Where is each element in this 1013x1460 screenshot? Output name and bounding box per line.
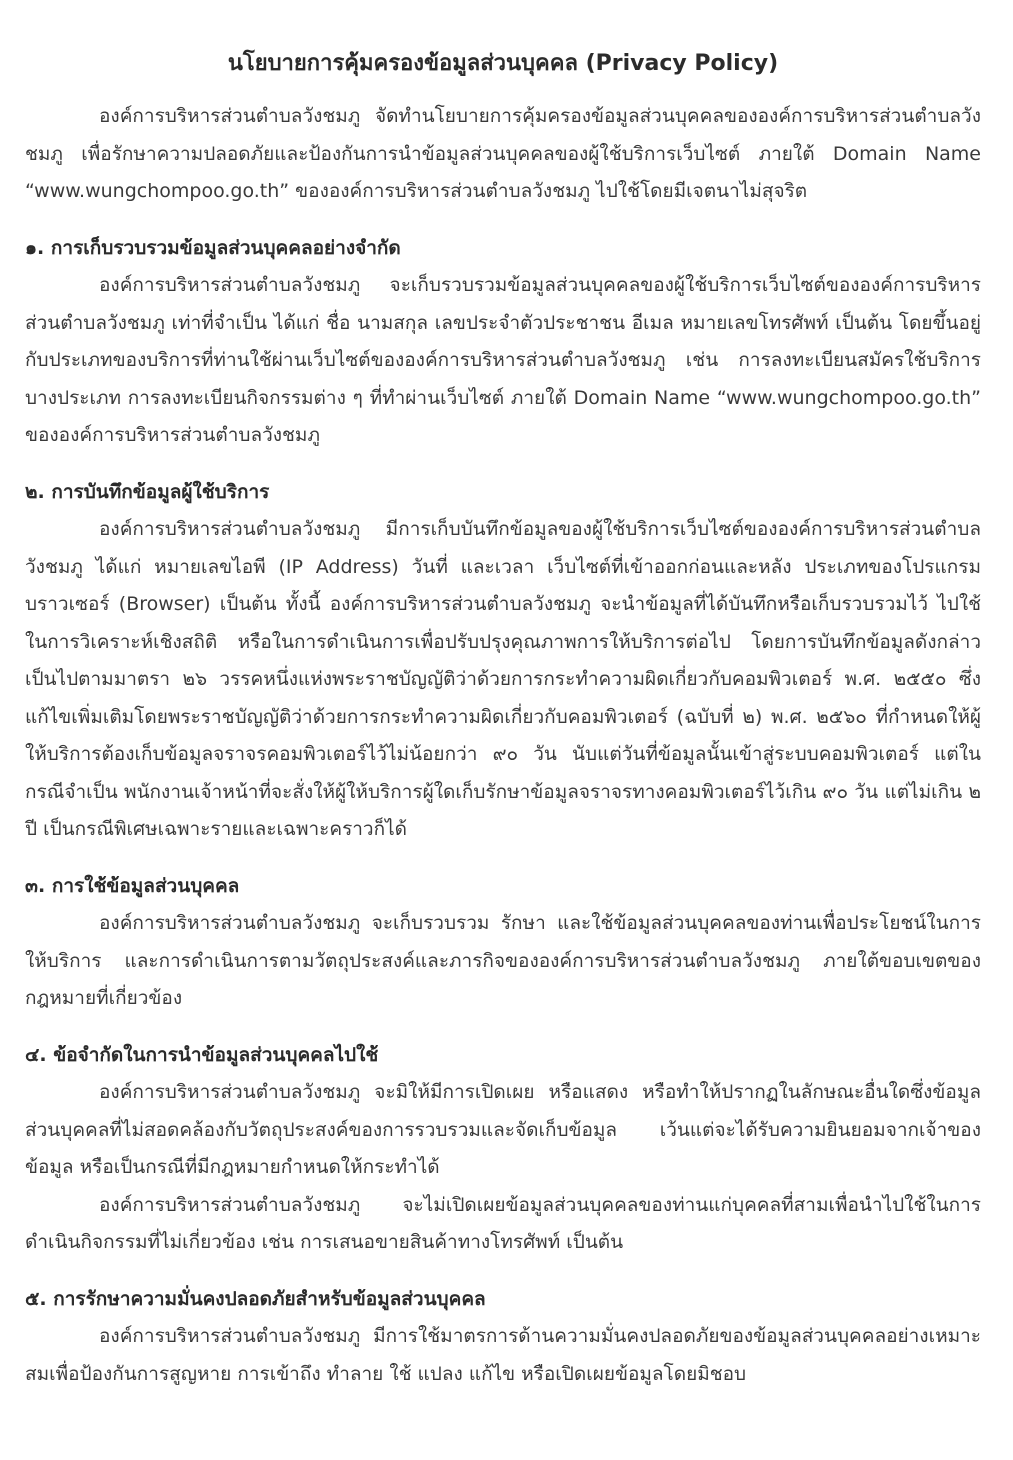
- section-heading: ๓. การใช้ข้อมูลส่วนบุคคล: [25, 874, 240, 897]
- section-paragraph: องค์การบริหารส่วนตำบลวังชมภู จะไม่เปิดเผยข้อมูลส่วนบุคคลของท่านแก่บุคคลที่สามเพื่อนำไปใช้ในการดำเนินกิจกรรมที่ไม่เกี่ยวข้อง เช่น การเสนอขายสินค้าทางโทรศัพท์ เป็นต้น: [25, 1193, 981, 1253]
- section-paragraph: องค์การบริหารส่วนตำบลวังชมภู จะเก็บรวบรวม รักษา และใช้ข้อมูลส่วนบุคคลของท่านเพื่อประโยชน์ในการให้บริการ และการดำเนินการตามวัตถุประสงค์และภารกิจขององค์การบริหารส่วนตำบลวังชมภู ภายใต้ขอบเขตของกฎหมายที่เกี่ยวข้อง: [25, 912, 981, 1009]
- section-paragraph: องค์การบริหารส่วนตำบลวังชมภู จะมิให้มีการเปิดเผย หรือแสดง หรือทำให้ปรากฏในลักษณะอื่นใดซึ่งข้อมูลส่วนบุคคลที่ไม่สอดคล้องกับวัตถุประสงค์ของการรวบรวมและจัดเก็บข้อมูล เว้นแต่จะได้รับความยินยอมจากเจ้าของข้อมูล หรือเป็นกรณีที่มีกฎหมายกำหนดให้กระทำได้: [25, 1081, 981, 1178]
- section-4: [25, 1037, 981, 1262]
- section-paragraph: องค์การบริหารส่วนตำบลวังชมภู มีการใช้มาตรการด้านความมั่นคงปลอดภัยของข้อมูลส่วนบุคคลอย่างเหมาะสมเพื่อป้องกันการสูญหาย การเข้าถึง ทำลาย ใช้ แปลง แก้ไข หรือเปิดเผยข้อมูลโดยมิชอบ: [25, 1325, 981, 1385]
- section-heading: ๕. การรักษาความมั่นคงปลอดภัยสำหรับข้อมูลส่วนบุคคล: [25, 1287, 486, 1310]
- section-heading: ๒. การบันทึกข้อมูลผู้ใช้บริการ: [25, 480, 270, 503]
- section-paragraph: องค์การบริหารส่วนตำบลวังชมภู มีการเก็บบันทึกข้อมูลของผู้ใช้บริการเว็บไซต์ขององค์การบริหารส่วนตำบลวังชมภู ได้แก่ หมายเลขไอพี (IP Address) วันที่ และเวลา เว็บไซต์ที่เข้าออกก่อนและหลัง ประเภทของโปรแกรมบราวเซอร์ (Browser) เป็นต้น ทั้งนี้ องค์การบริหารส่วนตำบลวังชมภู จะนำข้อมูลที่ได้บันทึกหรือเก็บรวบรวมไว้ ไปใช้ในการวิเคราะห์เชิงสถิติ หรือในการดำเนินการเพื่อปรับปรุงคุณภาพการให้บริการต่อไป โดยการบันทึกข้อมูลดังกล่าวเป็นไปตามมาตรา ๒๖ วรรคหนึ่งแห่งพระราชบัญญัติว่าด้วยการกระทำความผิดเกี่ยวกับคอมพิวเตอร์ พ.ศ. ๒๕๕๐ ซึ่งแก้ไขเพิ่มเติมโดยพระราชบัญญัติว่าด้วยการกระทำความผิดเกี่ยวกับคอมพิวเตอร์ (ฉบับที่ ๒) พ.ศ. ๒๕๖๐ ที่กำหนดให้ผู้ให้บริการต้องเก็บข้อมูลจราจรคอมพิวเตอร์ไว้ไม่น้อยกว่า ๙๐ วัน นับแต่วันที่ข้อมูลนั้นเข้าสู่ระบบคอมพิวเตอร์ แต่ในกรณีจำเป็น พนักงานเจ้าหน้าที่จะสั่งให้ผู้ให้บริการผู้ใดเก็บรักษาข้อมูลจราจรทางคอมพิวเตอร์ไว้เกิน ๙๐ วัน แต่ไม่เกิน ๒ ปี เป็นกรณีพิเศษเฉพาะรายและเฉพาะคราวก็ได้: [25, 518, 981, 840]
- section-paragraph: องค์การบริหารส่วนตำบลวังชมภู จะเก็บรวบรวมข้อมูลส่วนบุคคลของผู้ใช้บริการเว็บไซต์ขององค์การบริหารส่วนตำบลวังชมภู เท่าที่จำเป็น ได้แก่ ชื่อ นามสกุล เลขประจำตัวประชาชน อีเมล หมายเลขโทรศัพท์ เป็นต้น โดยขึ้นอยู่กับประเภทของบริการที่ท่านใช้ผ่านเว็บไซต์ขององค์การบริหารส่วนตำบลวังชมภู เช่น การลงทะเบียนสมัครใช้บริการบางประเภท การลงทะเบียนกิจกรรมต่าง ๆ ที่ทำผ่านเว็บไซต์ ภายใต้ Domain Name “www.wungchompoo.go.th” ขององค์การบริหารส่วนตำบลวังชมภู: [25, 274, 981, 446]
- section-5: [25, 1281, 981, 1394]
- section-3: [25, 868, 981, 1018]
- section-2: [25, 474, 981, 849]
- section-heading: ๔. ข้อจำกัดในการนำข้อมูลส่วนบุคคลไปใช้: [25, 1043, 379, 1066]
- section-1: [25, 230, 981, 455]
- intro-paragraph: องค์การบริหารส่วนตำบลวังชมภู จัดทำนโยบายการคุ้มครองข้อมูลส่วนบุคคลขององค์การบริหารส่วนตำบลวังชมภู เพื่อรักษาความปลอดภัยและป้องกันการนำข้อมูลส่วนบุคคลของผู้ใช้บริการเว็บไซต์ ภายใต้ Domain Name “www.wungchompoo.go.th” ขององค์การบริหารส่วนตำบลวังชมภู ไปใช้โดยมีเจตนาไม่สุจริต: [25, 105, 981, 202]
- document-title: นโยบายการคุ้มครองข้อมูลส่วนบุคคล (Privacy Policy): [227, 51, 779, 76]
- section-heading: ๑. การเก็บรวบรวมข้อมูลส่วนบุคคลอย่างจำกัด: [25, 236, 401, 259]
